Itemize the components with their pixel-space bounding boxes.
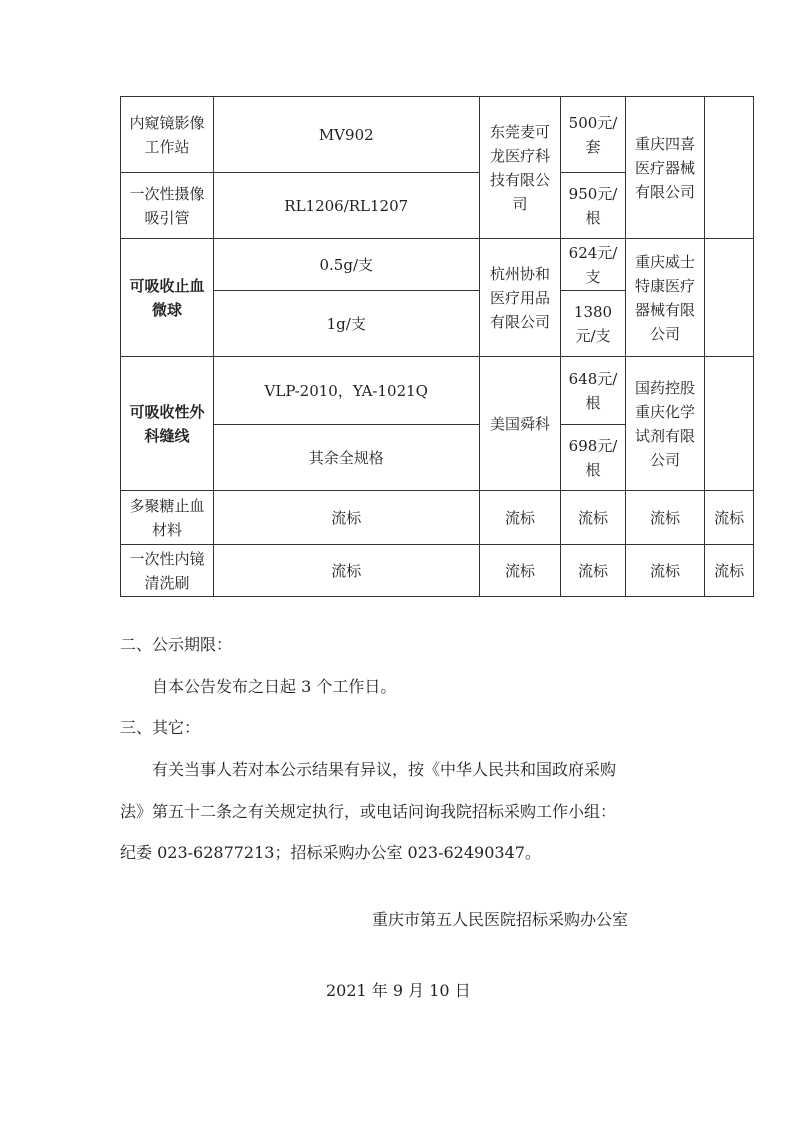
signature-office: 重庆市第五人民医院招标采购办公室 [372,910,629,929]
item-supplier: 国药控股重庆化学试剂有限公司 [625,357,705,491]
item-price: 500元/套 [561,97,625,173]
item-name: 多聚糖止血材料 [121,491,214,545]
table-row [121,239,754,291]
item-spec: 1g/支 [213,291,479,357]
item-extra [705,357,754,491]
objection-text-line-2: 法》第五十二条之有关规定执行，或电话问询我院招标采购工作小组： [120,802,617,821]
item-price: 648元/根 [561,357,625,425]
period-text: 自本公告发布之日起 3 个工作日。 [152,677,397,696]
item-name: 一次性内镜清洗刷 [121,545,214,597]
item-name: 可吸收止血微球 [121,239,214,357]
item-name: 一次性摄像吸引管 [121,173,214,239]
table-row [121,357,754,425]
item-price: 698元/根 [561,425,625,491]
other-heading: 三、其它： [120,718,201,737]
signature-date: 2021 年 9 月 10 日 [326,981,471,1000]
item-price: 流标 [561,545,625,597]
table-row [121,97,754,173]
item-price: 流标 [561,491,625,545]
item-supplier: 流标 [625,545,705,597]
table-row [121,545,754,597]
item-supplier: 流标 [625,491,705,545]
item-manufacturer: 流标 [479,491,561,545]
item-supplier: 重庆四喜医疗器械有限公司 [625,97,705,239]
item-name: 内窥镜影像工作站 [121,97,214,173]
item-spec: 流标 [213,491,479,545]
item-manufacturer: 杭州协和医疗用品有限公司 [479,239,561,357]
item-extra [705,239,754,357]
procurement-result-table [120,96,754,597]
item-price: 624元/支 [561,239,625,291]
item-manufacturer: 东莞麦可龙医疗科技有限公司 [479,97,561,239]
item-name: 可吸收性外科缝线 [121,357,214,491]
item-extra: 流标 [705,491,754,545]
item-manufacturer: 美国舜科 [479,357,561,491]
contact-phones: 纪委 023-62877213；招标采购办公室 023-62490347。 [120,843,541,862]
item-extra [705,97,754,239]
item-spec: 流标 [213,545,479,597]
item-spec: RL1206/RL1207 [213,173,479,239]
table-row [121,491,754,545]
item-spec: VLP-2010，YA-1021Q [213,357,479,425]
item-manufacturer: 流标 [479,545,561,597]
item-extra: 流标 [705,545,754,597]
objection-text-line-1: 有关当事人若对本公示结果有异议，按《中华人民共和国政府采购 [152,760,617,779]
item-supplier: 重庆威士特康医疗器械有限公司 [625,239,705,357]
period-heading: 二、公示期限： [120,635,233,654]
item-price: 1380元/支 [561,291,625,357]
item-price: 950元/根 [561,173,625,239]
item-spec: MV902 [213,97,479,173]
item-spec: 其余全规格 [213,425,479,491]
item-spec: 0.5g/支 [213,239,479,291]
